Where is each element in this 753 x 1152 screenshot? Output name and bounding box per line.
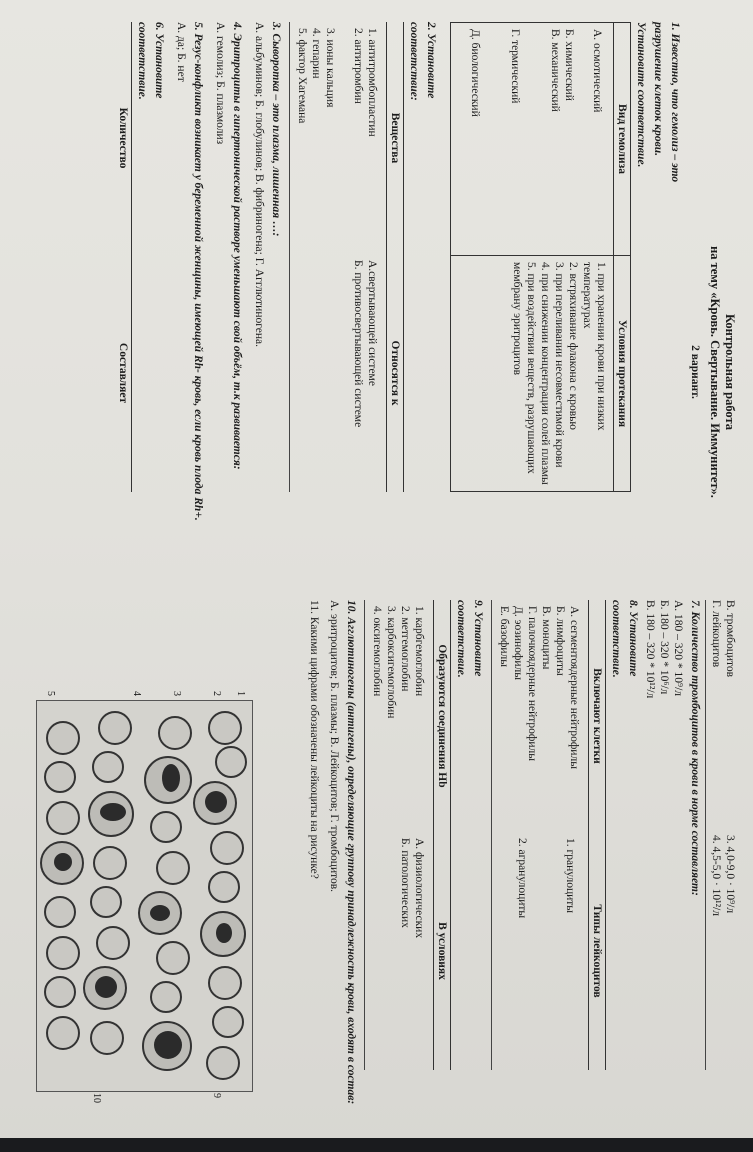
red-blood-cell — [206, 1046, 240, 1080]
variant-label: 2 вариант. — [689, 345, 702, 399]
red-blood-cell — [46, 801, 80, 835]
q8-table — [496, 600, 606, 1070]
white-blood-cell — [138, 891, 182, 935]
q8-col-left: Включают клетки — [588, 600, 605, 832]
red-blood-cell — [92, 751, 124, 783]
q9-text: 9. Установите — [471, 600, 484, 677]
q1-right-item: 1. при хранении крови при низких температурах — [581, 262, 608, 431]
q6-text: 6. Установите — [153, 22, 166, 99]
red-blood-cell — [158, 716, 192, 750]
q7-text: 7. Количество тромбоцитов в крови в норме составляет: — [688, 600, 701, 896]
red-blood-cell — [208, 711, 242, 745]
page-title: Контрольная работа — [723, 313, 737, 431]
q1-left-list — [451, 23, 614, 256]
q1-text: 1. Известно, что гемолиз – это — [669, 22, 682, 183]
q8-col-right: Типы лейкоцитов — [588, 832, 605, 1070]
q2-right-item: А.свертывающей системе — [366, 260, 379, 386]
q8-left-list — [496, 600, 589, 832]
q9-table — [369, 600, 451, 1070]
q8-left-item: Г. палочкоядерные нейтрофилы — [525, 606, 538, 761]
q8-left-item: Е. базофилы — [497, 606, 510, 668]
red-blood-cell — [208, 966, 242, 1000]
figure-number: 4 — [131, 691, 142, 696]
q1-left-item: Д. биологический — [469, 29, 482, 117]
q1-left-item: Б. химический — [563, 29, 576, 101]
q1-text2: разрушение клеток крови. — [652, 22, 665, 157]
q10-text: 10. Агглютиногены (антигены), определяющие группову принадлежность крови, входят в состав: — [344, 600, 357, 1105]
q7-option: В. 180 – 320 * 10¹²/л — [643, 600, 656, 699]
blood-cells-figure — [36, 691, 253, 1103]
red-blood-cell — [46, 1016, 80, 1050]
left-column — [115, 22, 737, 562]
q8-left-item: Б. лимфоциты — [553, 606, 566, 676]
q2-col-right: Относятся к — [387, 254, 404, 492]
q9-right-list — [369, 832, 434, 1070]
q6-left-item: Г. лейкоцитов — [709, 600, 722, 668]
q4-text: 4. Эритроциты в гипертонической растворе уменьшают свой объём, т.к развивается: — [231, 22, 244, 470]
q5-text: 5. Резус-конфликт возникает у беременной женщины, имеющей Rh- кровь, если кровь плода Rh+. — [192, 22, 205, 521]
q1-right-item: 4. при снижении концентрации солей плазмы — [539, 262, 552, 485]
q1-col-left: Вид гемолиза — [614, 23, 631, 256]
q9-left-list — [369, 600, 434, 832]
q1-left-item: В. механический — [549, 29, 562, 112]
q9-text2: соответствие. — [454, 600, 467, 678]
red-blood-cell — [46, 721, 80, 755]
figure-number: 2 — [211, 691, 222, 696]
q11-text: 11. Какими цифрами обозначены лейкоциты на рисунке? — [307, 600, 320, 879]
q6-table — [115, 22, 132, 492]
q8-text2: соответствие. — [609, 600, 622, 678]
red-blood-cell — [210, 831, 244, 865]
red-blood-cell — [98, 711, 132, 745]
q8-right-item: 2. агранулоциты — [515, 838, 528, 919]
q1-col-right: Условия протекания — [614, 256, 631, 492]
q2-left-list — [294, 22, 387, 254]
q2-left-item: 5. фактор Хагемана — [296, 28, 309, 124]
q9-col-right: В условиях — [433, 832, 450, 1070]
figure-number: 9 — [211, 1093, 222, 1098]
q2-right-item: Б. противосвертывающей системе — [352, 260, 365, 428]
white-blood-cell — [144, 756, 192, 804]
q9-left-item: 2. метгемоглобин — [398, 606, 411, 692]
figure-number: 1 — [235, 691, 246, 696]
q2-text: 2. Установите — [425, 22, 438, 99]
q3-text: 3. Сыворотка – это плазма, лишенная …: — [270, 22, 283, 237]
q1-left-item: Г. термический — [509, 29, 522, 104]
q4-options: А. гемолиз; Б. плазмолиз — [214, 22, 227, 145]
white-blood-cell — [40, 841, 84, 885]
q10-options: А. эритроцитов; Б. плазмы; В. Лейкоцитов; Г. тромбоцитов. — [327, 600, 340, 893]
q1-prompt: Установите соответствие. — [635, 22, 648, 168]
q1-table — [450, 22, 631, 492]
q6-right-item: 4. 4,5-5,0 · 10¹²/л — [709, 835, 722, 916]
q8-left-item: В. моноциты — [539, 606, 552, 670]
white-blood-cell — [88, 791, 134, 837]
red-blood-cell — [44, 896, 76, 928]
red-blood-cell — [212, 1006, 244, 1038]
q8-right-list — [496, 832, 589, 1070]
q8-left-item: Д. эозинофилы — [511, 606, 524, 680]
q3-options: А. альбуминов; Б. глобулинов; В. фибриногена; Г. Агглютиногена. — [253, 22, 266, 348]
red-blood-cell — [215, 746, 247, 778]
red-blood-cell — [150, 811, 182, 843]
q2-text2: соответствие: — [408, 22, 421, 101]
q6-continued — [709, 600, 737, 1070]
red-blood-cell — [44, 976, 76, 1008]
q9-left-item: 1. карбгемоглобин — [412, 606, 425, 697]
q9-right-item: Б. патологических — [398, 838, 411, 928]
q8-text: 8. Установите — [626, 600, 639, 677]
q2-left-item: 3. ионы кальция — [324, 28, 337, 108]
right-column — [304, 600, 737, 1130]
red-blood-cell — [44, 761, 76, 793]
q6-right-item: 3. 4,0-9,0 · 10⁹/л — [724, 835, 736, 914]
red-blood-cell — [150, 981, 182, 1013]
page-subtitle: на тему «Кровь. Свертывание. Иммунитет». — [707, 246, 722, 498]
q1-right-item: 5. при воздействии веществ, разрушающих мембрану эритроцитов — [511, 262, 538, 474]
q2-table — [294, 22, 404, 492]
q6-col-right: Составляет — [115, 254, 132, 492]
red-blood-cell — [46, 936, 80, 970]
red-blood-cell — [156, 851, 190, 885]
red-blood-cell — [96, 926, 130, 960]
q2-col-left: Вещества — [387, 22, 404, 254]
q8-left-item: А. сегментоядерные нейтрофилы — [567, 606, 580, 769]
red-blood-cell — [90, 886, 122, 918]
white-blood-cell — [193, 781, 237, 825]
red-blood-cell — [90, 1021, 124, 1055]
q2-left-item: 4. гепарин — [310, 28, 323, 79]
figure-number: 10 — [91, 1093, 102, 1103]
q8-right-item: 1. гранулоциты — [563, 838, 576, 914]
white-blood-cell — [83, 966, 127, 1010]
q1-left-item: А. осмотический — [591, 29, 604, 113]
q1-right-item: 2. встряхивание флакона с кровью — [567, 262, 580, 430]
q9-left-item: 4. оксигемоглобин — [370, 606, 383, 697]
q6-left-item: В. тромбоцитов — [724, 600, 736, 678]
white-blood-cell — [200, 911, 246, 957]
q1-right-list — [451, 256, 614, 492]
q1-right-item: 3. при переливании несовместимой крови — [553, 262, 566, 468]
q7-option: А. 180 – 320 * 10⁹/л — [671, 600, 684, 696]
q9-col-left: Образуются соединения Hb — [433, 600, 450, 832]
q2-right-list — [294, 254, 387, 492]
q6-text2: соответствие. — [136, 22, 149, 100]
q6-col-left: Количество — [115, 22, 132, 254]
figure-number: 3 — [171, 691, 182, 696]
red-blood-cell — [208, 871, 240, 903]
q2-left-item: 2. антитромбин — [352, 28, 365, 104]
white-blood-cell — [142, 1021, 192, 1071]
red-blood-cell — [93, 846, 127, 880]
red-blood-cell — [156, 941, 190, 975]
q9-left-item: 3. карбоксигемоглобин — [384, 606, 397, 719]
q5-options: А. да; Б. нет — [175, 22, 188, 82]
q7-option: Б. 180 – 320 * 10⁶/л — [657, 600, 670, 695]
q2-left-item: 1. антитромбопластин — [366, 28, 379, 137]
figure-number: 5 — [45, 691, 56, 696]
q9-right-item: А. физиологических — [412, 838, 425, 939]
